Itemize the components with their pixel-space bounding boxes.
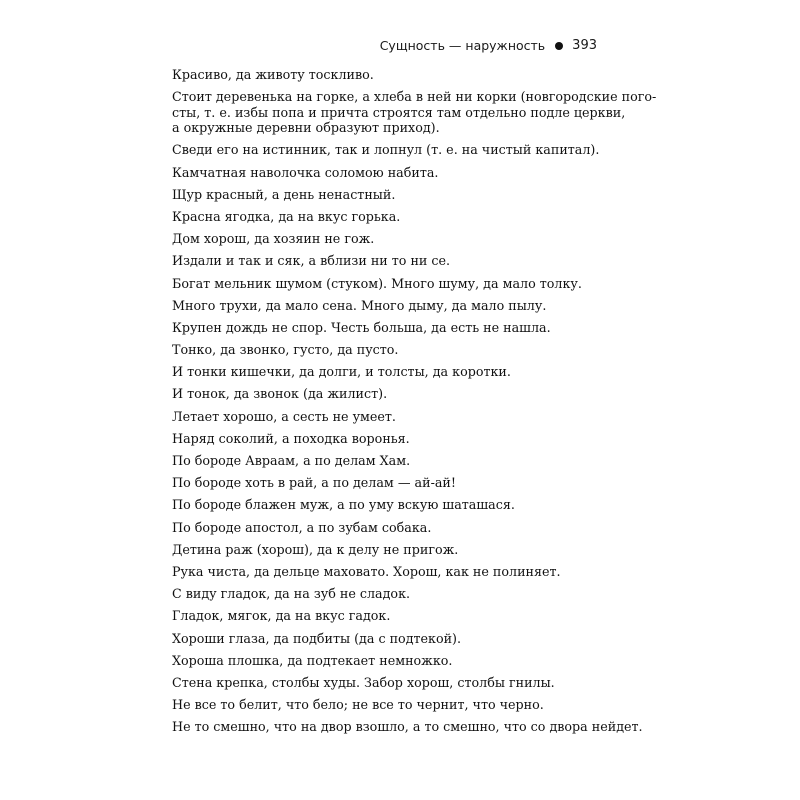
proverb-item: [172, 320, 612, 336]
proverb-line: Тонко, да звонко, густо, да пусто.: [172, 342, 399, 358]
proverb-line: Красна ягодка, да на вкус горька.: [172, 208, 401, 224]
proverb-line: Камчатная наволочка соломою набита.: [172, 164, 439, 180]
proverb-item: [172, 475, 612, 491]
proverb-item: [172, 165, 612, 181]
proverb-item: [172, 342, 612, 358]
proverb-line: По бороде хоть в рай, а по делам — ай-ай!: [172, 475, 456, 491]
proverb-item: [172, 364, 612, 380]
page-number: 393: [572, 38, 597, 53]
proverb-line: Стена крепка, столбы худы. Забор хорош, столбы гнилы.: [172, 674, 555, 690]
bullet-icon: [555, 42, 563, 50]
proverb-line: По бороде Авраам, а по делам Хам.: [172, 453, 411, 468]
proverb-line: Дом хорош, да хозяин не гож.: [172, 231, 375, 247]
proverb-line: Стоит деревенька на горке, а хлеба в ней ни корки (новгородские пого-: [172, 89, 657, 105]
proverb-line: Не все то белит, что бело; не все то чернит, что черно.: [172, 697, 544, 713]
proverb-item: [172, 67, 612, 83]
proverb-item: [172, 586, 612, 602]
proverb-item: [172, 386, 612, 402]
proverb-item: [172, 187, 612, 203]
proverb-line: сты, т. е. избы попа и причта строятся там отдельно подле церкви,: [172, 104, 626, 120]
proverb-line: Хороша плошка, да подтекает немножко.: [172, 652, 453, 668]
proverb-item: [172, 276, 612, 292]
proverb-list: [172, 67, 657, 741]
proverb-item: [172, 520, 612, 536]
proverb-item: [172, 298, 612, 314]
proverb-line: Сведи его на истинник, так и лопнул (т. е. на чистый капитал).: [172, 142, 600, 158]
proverb-item: [172, 431, 612, 447]
proverb-line: Детина раж (хорош), да к делу не пригож.: [172, 541, 459, 557]
proverb-item: [172, 231, 612, 247]
proverb-line: Богат мельник шумом (стуком). Много шуму, да мало толку.: [172, 275, 582, 291]
proverb-item: [172, 253, 612, 269]
proverb-line: По бороде блажен муж, а по уму вскую шаташася.: [172, 497, 515, 513]
proverb-line: Щур красный, а день ненастный.: [172, 186, 396, 202]
proverb-line: Красиво, да животу тоскливо.: [172, 67, 374, 82]
proverb-item: [172, 142, 612, 158]
proverb-item: [172, 453, 612, 469]
proverb-line: По бороде апостол, а по зубам собака.: [172, 519, 432, 535]
proverb-item: [172, 675, 612, 691]
proverb-item: [172, 631, 612, 647]
proverb-item: [172, 697, 612, 713]
proverb-line: И тонки кишечки, да долги, и толсты, да коротки.: [172, 364, 511, 380]
proverb-item: [172, 409, 612, 425]
proverb-item: [172, 719, 643, 735]
proverb-line: Хороши глаза, да подбиты (да с подтекой).: [172, 630, 462, 646]
running-header: [380, 38, 597, 53]
proverb-line: Рука чиста, да дельце маховато. Хорош, как не полиняет.: [172, 563, 561, 579]
proverb-line: Крупен дождь не спор. Честь больша, да есть не нашла.: [172, 319, 551, 335]
proverb-line: Летает хорошо, а сесть не умеет.: [172, 408, 396, 424]
proverb-line: а окружные деревни образуют приход).: [172, 120, 440, 136]
proverb-item: [172, 564, 612, 580]
proverb-line: Гладок, мягок, да на вкус гадок.: [172, 608, 391, 624]
proverb-item: [172, 497, 612, 513]
proverb-line: Не то смешно, что на двор взошло, а то смешно, что со двора нейдет.: [172, 719, 643, 735]
proverb-item: [172, 653, 612, 669]
proverb-line: С виду гладок, да на зуб не сладок.: [172, 586, 411, 602]
proverb-line: Издали и так и сяк, а вблизи ни то ни се.: [172, 253, 451, 269]
proverb-item: [172, 542, 612, 558]
proverb-line: Наряд соколий, а походка воронья.: [172, 430, 410, 446]
proverb-item: [172, 209, 612, 225]
chapter-title: Сущность — наружность: [379, 38, 546, 53]
proverb-line: Много трухи, да мало сена. Много дыму, да мало пылу.: [172, 297, 547, 313]
proverb-item: [172, 89, 657, 136]
proverb-item: [172, 608, 612, 624]
proverb-line: И тонок, да звонок (да жилист).: [172, 386, 388, 402]
